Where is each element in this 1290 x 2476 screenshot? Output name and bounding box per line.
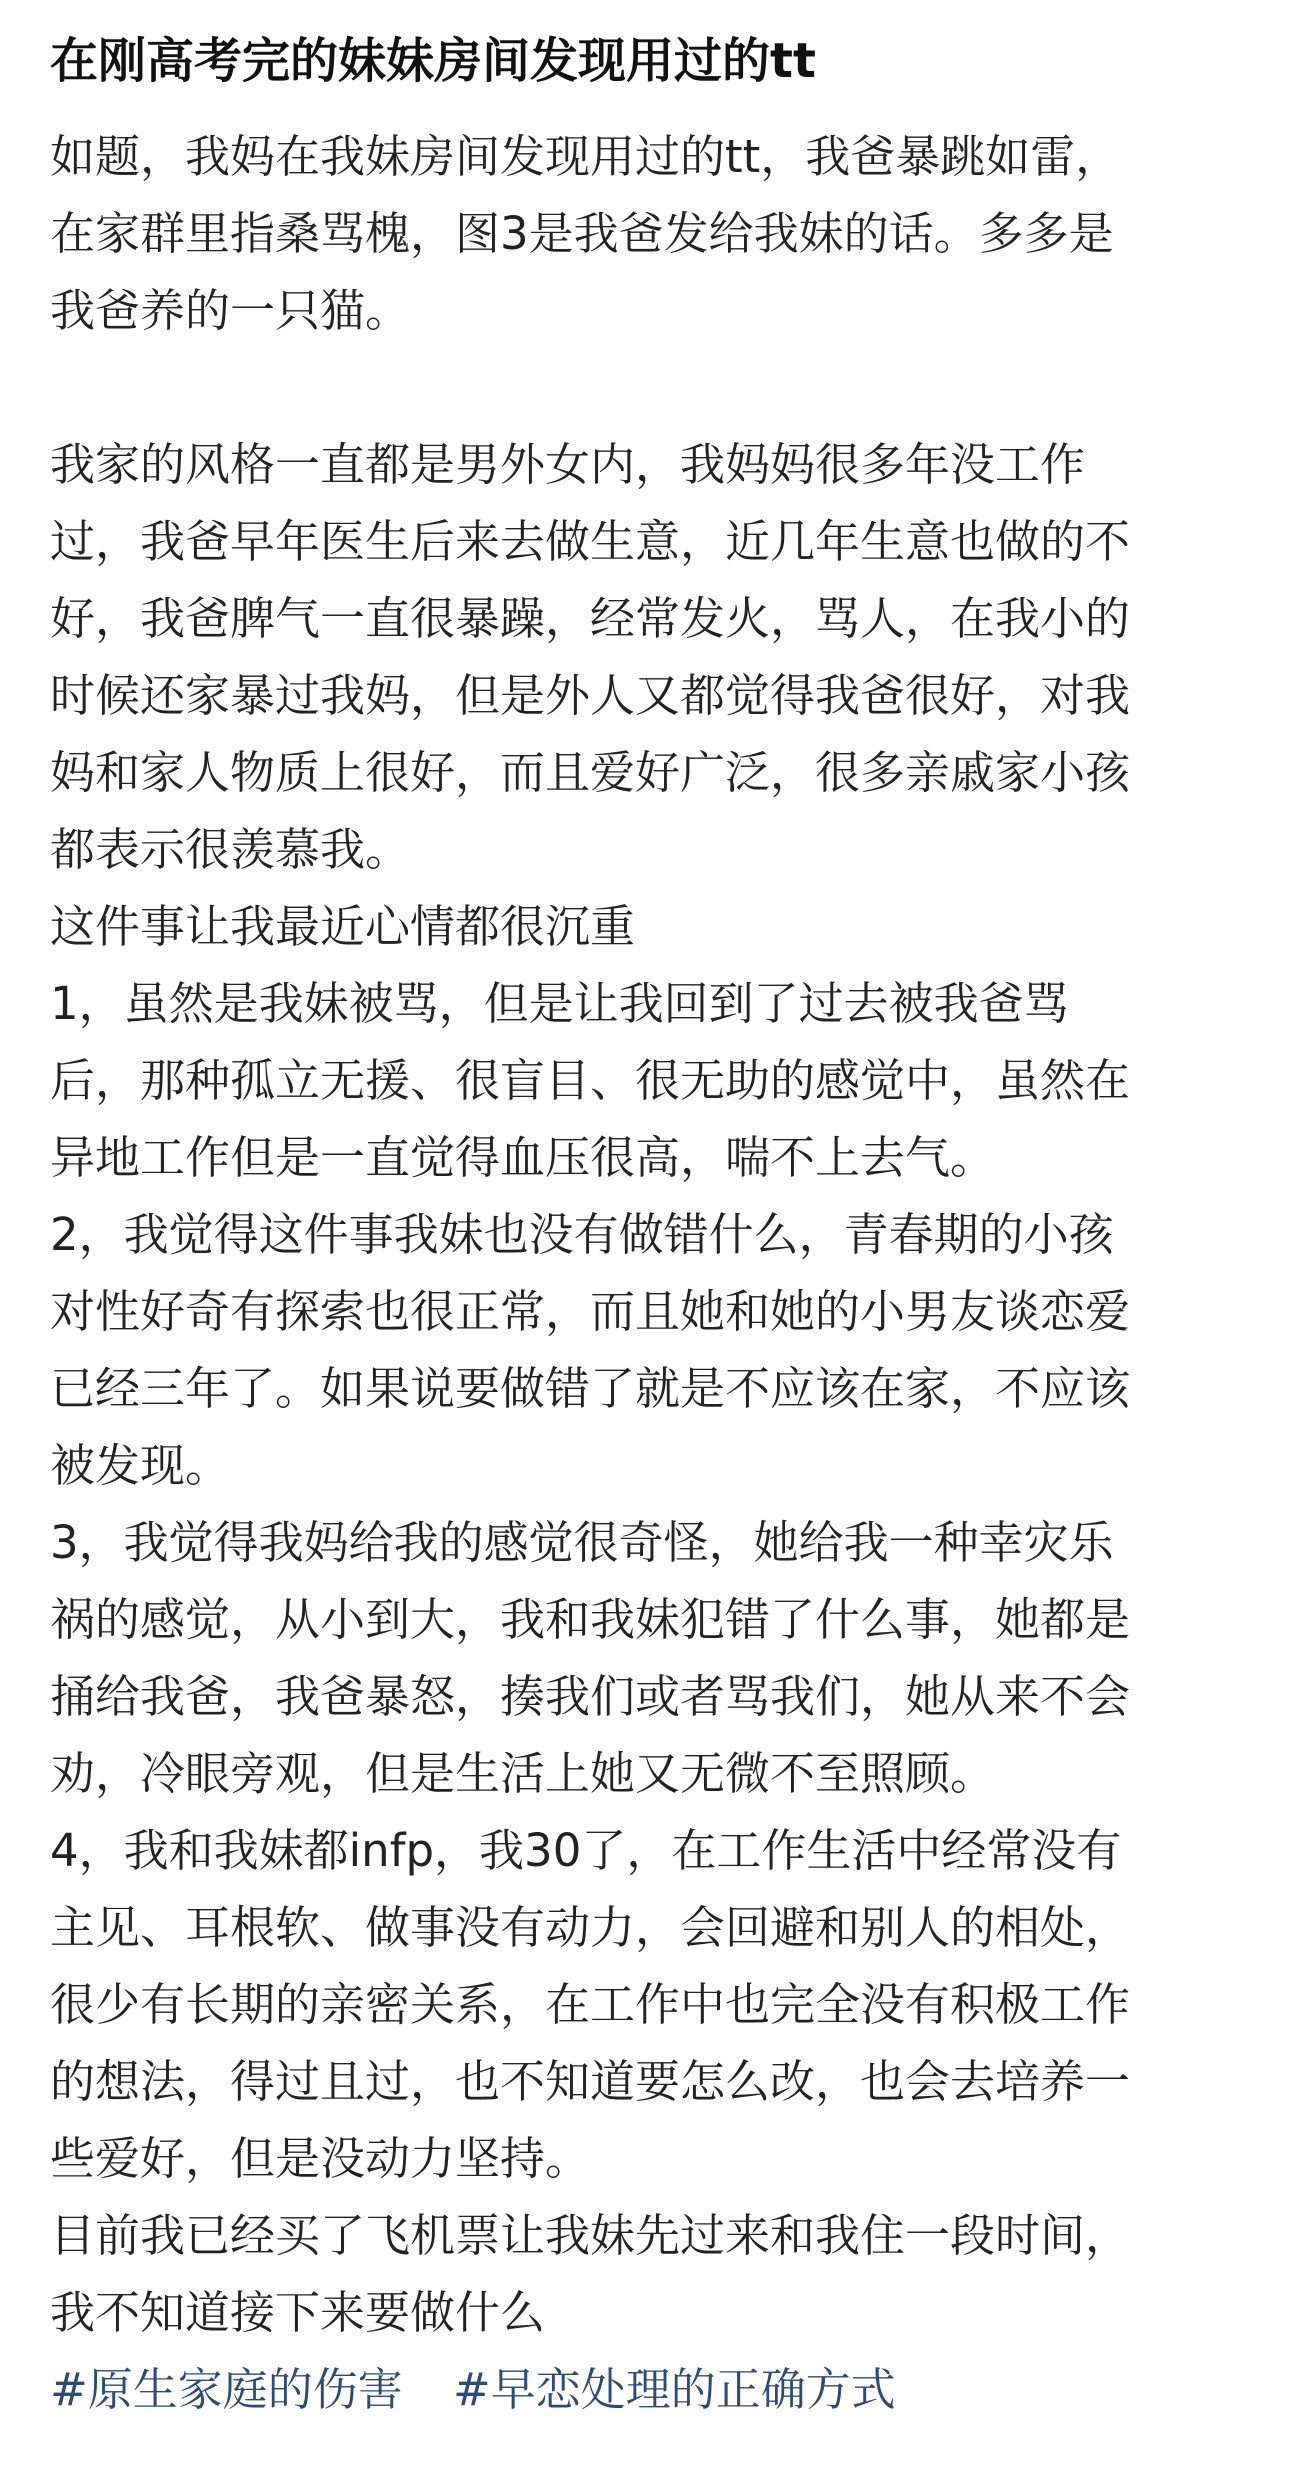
hashtag-link[interactable]: #早恋处理的正确方式	[453, 2363, 896, 2416]
body-line: 好，我爸脾气一直很暴躁，经常发火，骂人，在我小的	[50, 592, 1131, 645]
point-2-line: 2，我觉得这件事我妹也没有做错什么，青春期的小孩	[50, 1208, 1114, 1261]
body-line: 如题，我妈在我妹房间发现用过的tt，我爸暴跳如雷，	[50, 130, 1121, 183]
body-line: 时候还家暴过我妈，但是外人又都觉得我爸很好，对我	[50, 669, 1131, 722]
post-title: 在刚高考完的妹妹房间发现用过的tt	[50, 33, 816, 89]
point-1-line: 后，那种孤立无援、很盲目、很无助的感觉中，虽然在	[50, 1054, 1131, 1107]
point-4-line: 主见、耳根软、做事没有动力，会回避和别人的相处，	[50, 1901, 1131, 1954]
post-body	[50, 118, 1250, 2428]
point-1-line: 1，虽然是我妹被骂，但是让我回到了过去被我爸骂	[50, 977, 1069, 1030]
hashtag-row	[50, 2351, 1250, 2428]
paragraph-spacer	[50, 349, 1250, 426]
point-3-line: 捅给我爸，我爸暴怒，揍我们或者骂我们，她从来不会	[50, 1670, 1131, 1723]
body-line: 都表示很羡慕我。	[50, 823, 411, 876]
hashtag-link[interactable]: #原生家庭的伤害	[50, 2363, 403, 2416]
body-line: 我爸养的一只猫。	[50, 284, 411, 337]
closing-line: 我不知道接下来要做什么	[50, 2286, 546, 2339]
closing-line: 目前我已经买了飞机票让我妹先过来和我住一段时间，	[50, 2209, 1131, 2262]
body-line: 在家群里指桑骂槐，图3是我爸发给我妹的话。多多是	[50, 207, 1114, 260]
point-3-line: 祸的感觉，从小到大，我和我妹犯错了什么事，她都是	[50, 1593, 1131, 1646]
body-line: 这件事让我最近心情都很沉重	[50, 900, 636, 953]
body-line: 我家的风格一直都是男外女内，我妈妈很多年没工作	[50, 438, 1086, 491]
point-2-line: 被发现。	[50, 1439, 231, 1492]
body-line: 过，我爸早年医生后来去做生意，近几年生意也做的不	[50, 515, 1131, 568]
point-2-line: 已经三年了。如果说要做错了就是不应该在家，不应该	[50, 1362, 1131, 1415]
point-4-line: 4，我和我妹都infp，我30了，在工作生活中经常没有	[50, 1824, 1122, 1877]
point-3-line: 3，我觉得我妈给我的感觉很奇怪，她给我一种幸灾乐	[50, 1516, 1114, 1569]
point-4-line: 些爱好，但是没动力坚持。	[50, 2132, 591, 2185]
point-4-line: 很少有长期的亲密关系，在工作中也完全没有积极工作	[50, 1978, 1131, 2031]
body-line: 妈和家人物质上很好，而且爱好广泛，很多亲戚家小孩	[50, 746, 1131, 799]
point-1-line: 异地工作但是一直觉得血压很高，喘不上去气。	[50, 1131, 996, 1184]
point-4-line: 的想法，得过且过，也不知道要怎么改，也会去培养一	[50, 2055, 1131, 2108]
point-3-line: 劝，冷眼旁观，但是生活上她又无微不至照顾。	[50, 1747, 996, 1800]
point-2-line: 对性好奇有探索也很正常，而且她和她的小男友谈恋爱	[50, 1285, 1131, 1338]
